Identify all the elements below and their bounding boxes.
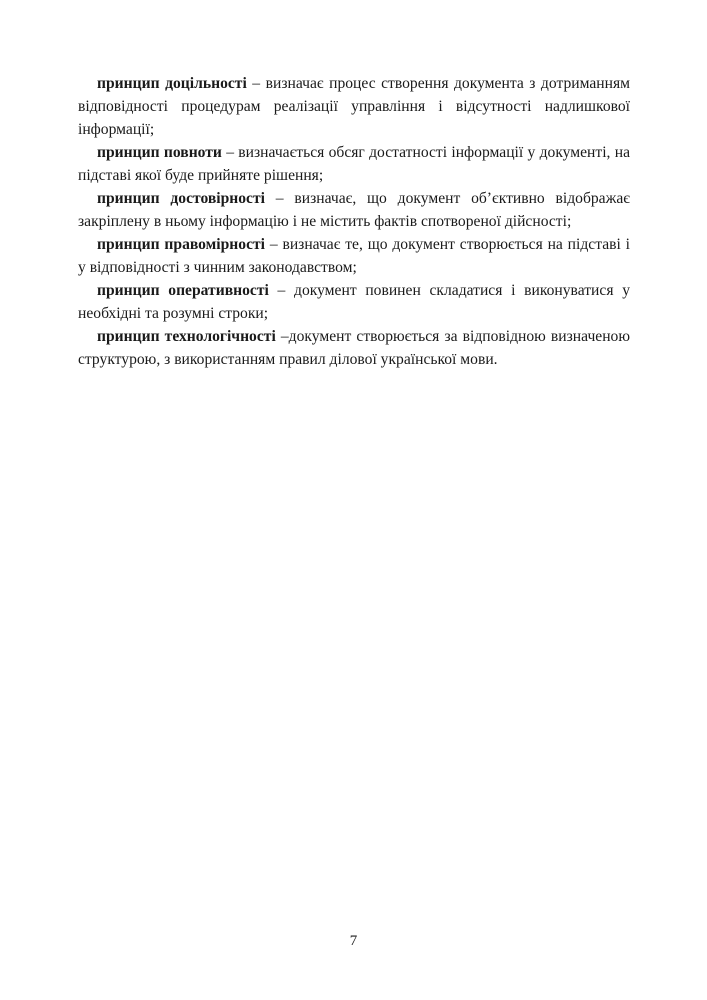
paragraph-efficiency (78, 279, 630, 325)
definition-expediency: – визначає процес створення документа з дотриманням відповідності процедурам реалізації управління і відсутності надлишкової інформації; (78, 75, 631, 138)
paragraph-completeness (78, 141, 630, 187)
definition-legitimacy: – визначає те, що документ створюється на підставі і у відповідності з чинним законодавством; (78, 236, 630, 276)
page-number: 7 (349, 933, 358, 949)
term-manufacturability: принцип технологічності (97, 328, 276, 345)
term-reliability: принцип достовірності (97, 190, 265, 207)
paragraph-manufacturability (78, 325, 630, 371)
principles-list (78, 72, 630, 371)
paragraph-reliability (78, 187, 630, 233)
definition-completeness: – визначається обсяг достатності інформації у документі, на підставі якої буде прийняте рішення; (78, 144, 631, 184)
definition-manufacturability: –документ створюється за відповідною визначеною структурою, з використанням правил ділової української мови. (78, 328, 630, 368)
paragraph-expediency (78, 72, 630, 141)
term-completeness: принцип повноти (97, 144, 222, 161)
paragraph-legitimacy (78, 233, 630, 279)
definition-reliability: – визначає, що документ об’єктивно відображає закріплену в ньому інформацію і не містить фактів спотвореної дійсності; (78, 190, 630, 230)
term-legitimacy: принцип правомірності (97, 236, 265, 253)
definition-efficiency: – документ повинен складатися і виконуватися у необхідні та розумні строки; (78, 282, 630, 322)
term-efficiency: принцип оперативності (97, 282, 269, 299)
term-expediency: принцип доцільності (97, 75, 247, 92)
